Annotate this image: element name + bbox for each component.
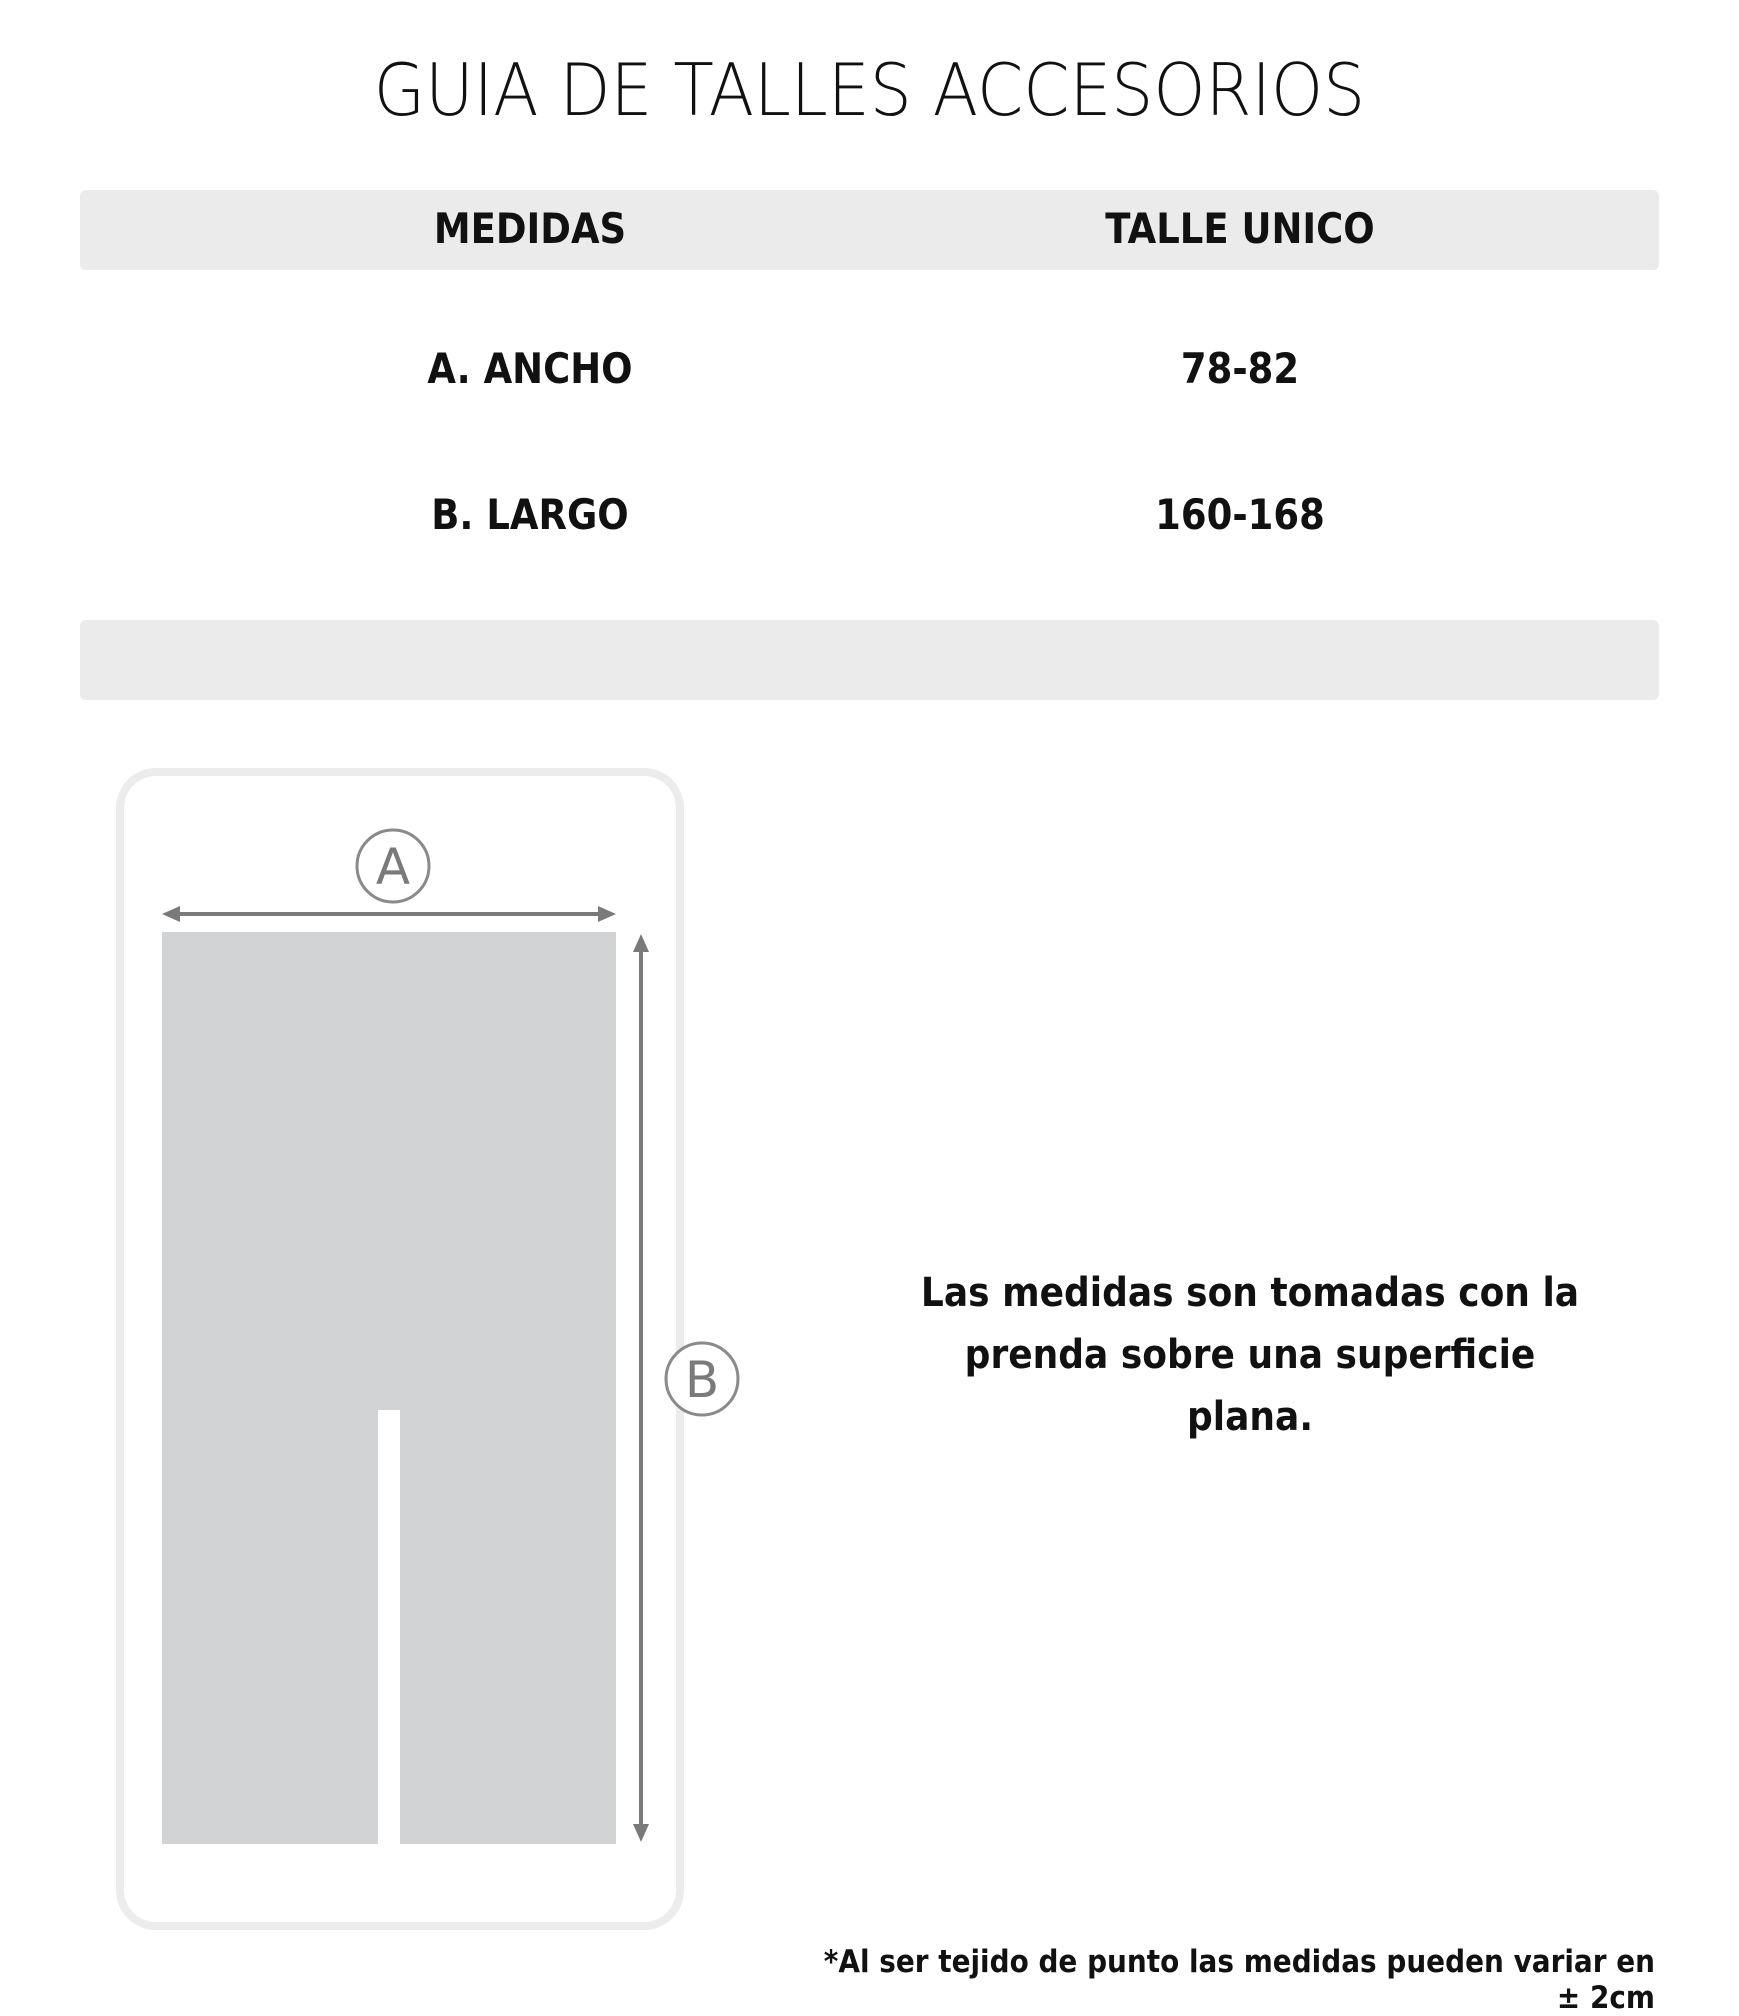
label-b: B bbox=[684, 1351, 720, 1409]
row-value-ancho: 78-82 bbox=[1180, 344, 1300, 393]
row-value-largo: 160-168 bbox=[1155, 490, 1325, 539]
column-header-talle: TALLE UNICO bbox=[1105, 204, 1375, 253]
measurement-note: Las medidas son tomadas con la prenda sobre una superficie plana. bbox=[920, 1270, 1580, 1440]
column-header-medidas: MEDIDAS bbox=[433, 204, 627, 253]
width-arrow bbox=[162, 906, 616, 922]
label-b-badge bbox=[666, 1343, 738, 1415]
garment-shape bbox=[162, 932, 616, 1844]
page-title: GUIA DE TALLES ACCESORIOS bbox=[373, 48, 1366, 132]
length-arrow bbox=[633, 934, 649, 1842]
footnote: *Al ser tejido de punto las medidas pueden variar en ± 2cm bbox=[823, 1944, 1655, 2016]
label-a-badge bbox=[357, 830, 429, 902]
row-label-largo: B. LARGO bbox=[431, 490, 629, 539]
label-a: A bbox=[375, 838, 411, 896]
row-label-ancho: A. ANCHO bbox=[427, 344, 633, 393]
